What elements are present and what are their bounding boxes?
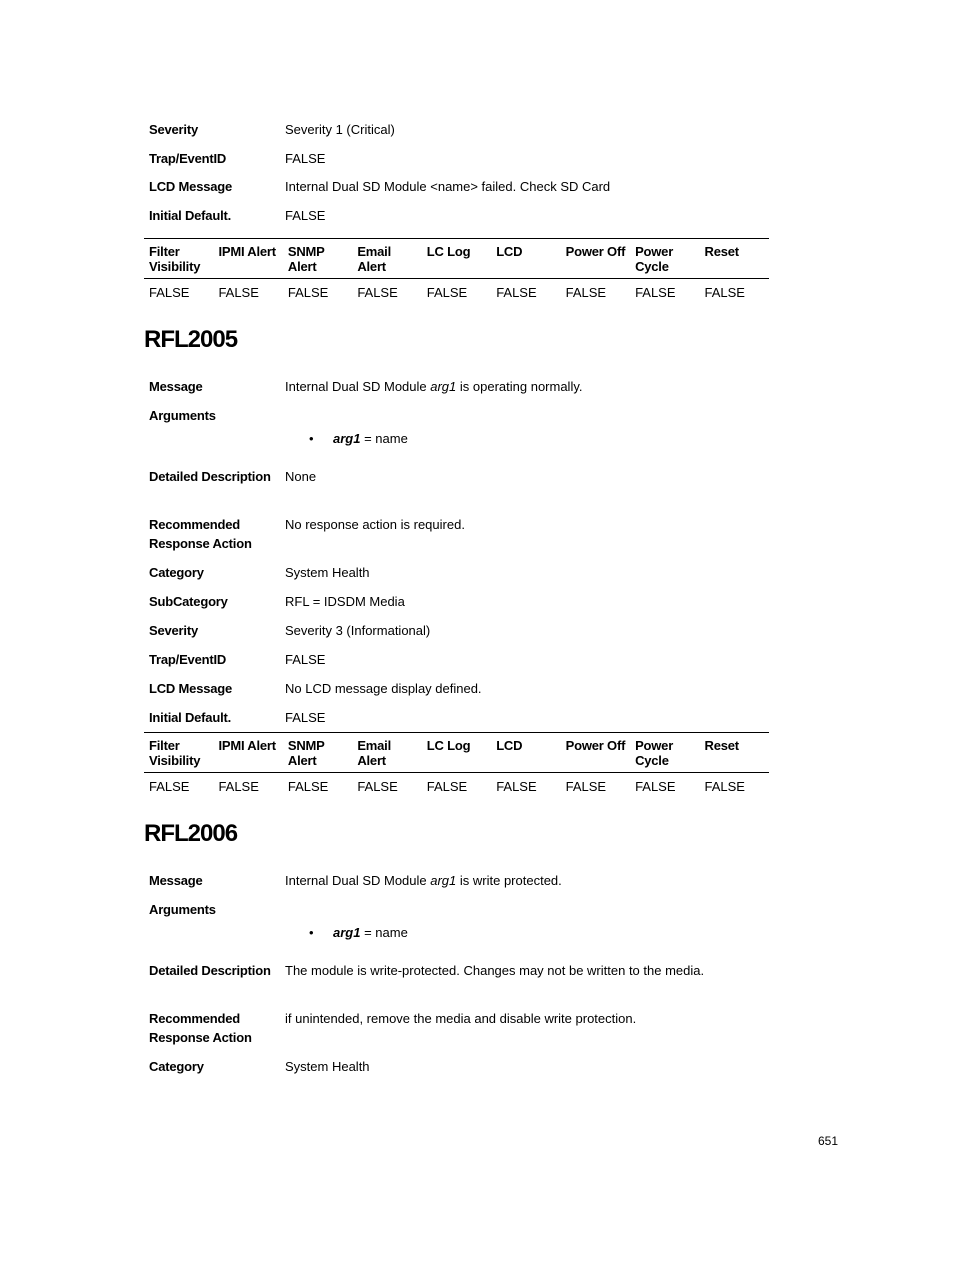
argument-item: • arg1 = name — [309, 431, 408, 446]
field-row: Recommended Response Action if unintended, remove the media and disable write protection. — [149, 1011, 637, 1045]
field-row: Trap/EventID FALSE — [149, 151, 326, 166]
filter-value: FALSE — [496, 285, 537, 300]
field-row: Initial Default. FALSE — [149, 208, 326, 223]
field-row: Recommended Response Action No response action is required. — [149, 517, 465, 551]
filter-header: Filter Visibility — [144, 733, 213, 773]
filter-value-row — [144, 773, 769, 796]
filter-header: Email Alert — [352, 239, 421, 279]
section-title: RFL2006 — [144, 820, 238, 847]
bullet-icon: • — [309, 431, 314, 446]
top-fields — [149, 120, 769, 225]
rfl2005-fields — [149, 377, 769, 727]
filter-value: FALSE — [287, 779, 329, 794]
filter-value: FALSE — [704, 285, 745, 300]
filter-value: FALSE — [149, 779, 190, 794]
field-row: Severity Severity 1 (Critical) — [149, 122, 395, 137]
filter-header: SNMP Alert — [283, 733, 352, 773]
filter-header: Power Off — [561, 733, 630, 773]
filter-header: Power Cycle — [630, 733, 699, 773]
filter-table — [144, 732, 769, 795]
filter-value: FALSE — [635, 779, 676, 794]
section-title: RFL2005 — [144, 326, 238, 353]
page-number: 651 — [818, 1134, 839, 1148]
field-row: Category System Health — [149, 565, 370, 580]
filter-value: FALSE — [426, 779, 468, 794]
field-row: LCD Message No LCD message display defined. — [149, 681, 482, 696]
filter-header-row — [144, 733, 769, 773]
filter-value: FALSE — [565, 285, 607, 300]
filter-value: FALSE — [496, 779, 537, 794]
filter-value: FALSE — [704, 779, 745, 794]
filter-value: FALSE — [426, 285, 468, 300]
filter-header: Reset — [700, 733, 770, 773]
field-row: LCD Message Internal Dual SD Module <name> failed. Check SD Card — [149, 179, 611, 194]
filter-header: Power Off — [561, 239, 630, 279]
message-row: Message Internal Dual SD Module arg1 is write protected. — [149, 873, 562, 888]
filter-header: LC Log — [422, 239, 491, 279]
filter-header: Email Alert — [352, 733, 421, 773]
filter-header: IPMI Alert — [213, 733, 282, 773]
rfl2006-fields — [149, 871, 769, 1076]
bullet-icon: • — [309, 925, 314, 940]
message-row: Message Internal Dual SD Module arg1 is operating normally. — [149, 379, 583, 394]
filter-value-row — [144, 279, 769, 302]
field-row: Trap/EventID FALSE — [149, 652, 326, 667]
filter-header: Power Cycle — [630, 239, 699, 279]
filter-header-row — [144, 239, 769, 279]
filter-value: FALSE — [565, 779, 607, 794]
filter-header: Reset — [700, 239, 770, 279]
argument-item: • arg1 = name — [309, 925, 408, 940]
filter-header: LCD — [491, 733, 560, 773]
field-row: Detailed Description None — [149, 469, 317, 484]
arguments-row: Arguments — [149, 902, 216, 917]
field-row: Initial Default. FALSE — [149, 710, 326, 725]
filter-value: FALSE — [357, 779, 398, 794]
filter-header: LCD — [491, 239, 560, 279]
filter-table — [144, 238, 769, 301]
filter-value: FALSE — [287, 285, 329, 300]
field-row: Severity Severity 3 (Informational) — [149, 623, 431, 638]
arguments-row: Arguments — [149, 408, 216, 423]
filter-value: FALSE — [218, 285, 259, 300]
field-row: SubCategory RFL = IDSDM Media — [149, 594, 405, 609]
field-row: Detailed Description The module is write-protected. Changes may not be written to the media. — [149, 963, 705, 978]
filter-value: FALSE — [218, 779, 259, 794]
filter-header: LC Log — [422, 733, 491, 773]
filter-value: FALSE — [635, 285, 676, 300]
filter-header: Filter Visibility — [144, 239, 213, 279]
filter-header: SNMP Alert — [283, 239, 352, 279]
filter-value: FALSE — [149, 285, 190, 300]
filter-header: IPMI Alert — [213, 239, 282, 279]
filter-value: FALSE — [357, 285, 398, 300]
field-row: Category System Health — [149, 1059, 370, 1074]
